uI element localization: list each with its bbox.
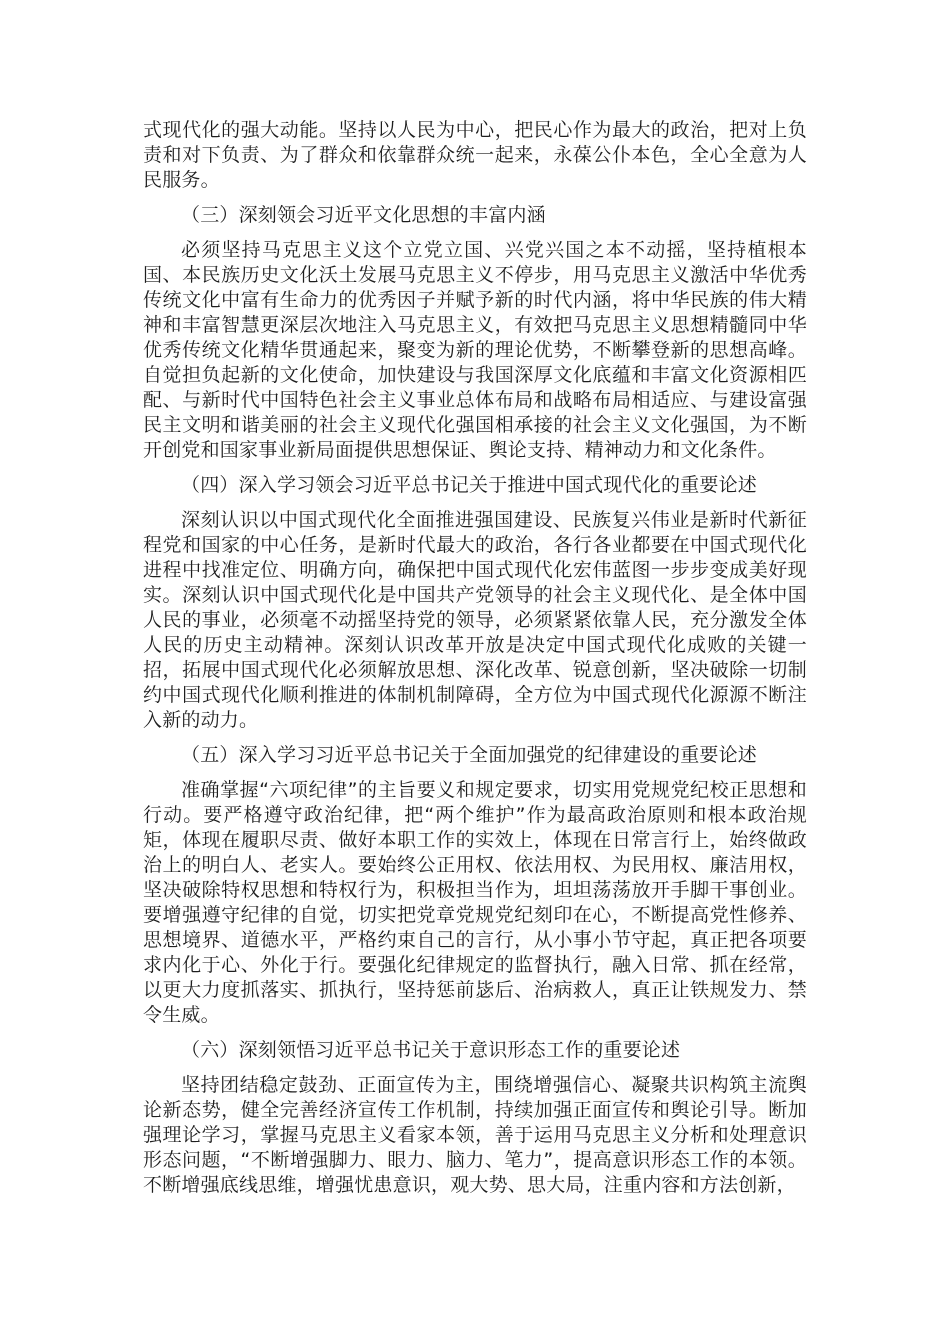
section-3-heading: （三）深刻领会习近平文化思想的丰富内涵 bbox=[181, 204, 546, 226]
continuation-paragraph: 式现代化的强大动能。坚持以人民为中心，把民心作为最大的政治，把对上负责和对下负责、为了群众和依靠群众统一起来，永葆公仆本色，全心全意为人民服务。 bbox=[143, 119, 807, 191]
section-5-paragraph: 准确掌握“六项纪律”的主旨要义和规定要求，切实用党规党纪校正思想和行动。要严格遵守政治纪律，把“两个维护”作为最高政治原则和根本政治规矩，体现在履职尽责、做好本职工作的实效上，体现在日常言行上，始终做政治上的明白人、老实人。要始终公正用权、依法用权、为民用权、廉洁用权，坚决破除特权思想和特权行为，积极担当作为，坦坦荡荡放开手脚干事创业。要增强遵守纪律的自觉，切实把党章党规党纪刻印在心，不断提高党性修养、思想境界、道德水平，严格约束自己的言行，从小事小节守起，真正把各项要求内化于心、外化于行。要强化纪律规定的监督执行，融入日常、抓在经常，以更大力度抓落实、抓执行，坚持惩前毖后、治病救人，真正让铁规发力、禁令生威。 bbox=[143, 779, 807, 1026]
document-body bbox=[143, 118, 807, 1208]
section-5-heading: （五）深入学习习近平总书记关于全面加强党的纪律建设的重要论述 bbox=[181, 744, 758, 766]
section-4-heading: （四）深入学习领会习近平总书记关于推进中国式现代化的重要论述 bbox=[181, 474, 758, 496]
section-6-paragraph: 坚持团结稳定鼓劲、正面宣传为主，围绕增强信心、凝聚共识构筑主流舆论新态势，健全完善经济宣传工作机制，持续加强正面宣传和舆论引导。断加强理论学习，掌握马克思主义看家本领，善于运用马克思主义分析和处理意识形态问题，“不断增强脚力、眼力、脑力、笔力”，提高意识形态工作的本领。不断增强底线思维，增强忧患意识，观大势、思大局，注重内容和方法创新， bbox=[143, 1074, 807, 1196]
section-3-paragraph: 必须坚持马克思主义这个立党立国、兴党兴国之本不动摇，坚持植根本国、本民族历史文化沃土发展马克思主义不停步，用马克思主义激活中华优秀传统文化中富有生命力的优秀因子并赋予新的时代内涵，将中华民族的伟大精神和丰富智慧更深层次地注入马克思主义，有效把马克思主义思想精髓同中华优秀传统文化精华贯通起来，聚变为新的理论优势，不断攀登新的思想高峰。自觉担负起新的文化使命，加快建设与我国深厚文化底蕴和丰富文化资源相匹配、与新时代中国特色社会主义事业总体布局和战略布局相适应、与建设富强民主文明和谐美丽的社会主义现代化强国相承接的社会主义文化强国，为不断开创党和国家事业新局面提供思想保证、舆论支持、精神动力和文化条件。 bbox=[143, 239, 807, 461]
section-4-paragraph: 深刻认识以中国式现代化全面推进强国建设、民族复兴伟业是新时代新征程党和国家的中心任务，是新时代最大的政治，各行各业都要在中国式现代化进程中找准定位、明确方向，确保把中国式现代化宏伟蓝图一步步变成美好现实。深刻认识中国式现代化是中国共产党领导的社会主义现代化、是全体中国人民的事业，必须毫不动摇坚持党的领导，必须紧紧依靠人民，充分激发全体人民的历史主动精神。深刻认识改革开放是决定中国式现代化成败的关键一招，拓展中国式现代化必须解放思想、深化改革、锐意创新，坚决破除一切制约中国式现代化顺利推进的体制机制障碍，全方位为中国式现代化源源不断注入新的动力。 bbox=[143, 509, 807, 731]
section-6-heading: （六）深刻领悟习近平总书记关于意识形态工作的重要论述 bbox=[181, 1039, 681, 1061]
